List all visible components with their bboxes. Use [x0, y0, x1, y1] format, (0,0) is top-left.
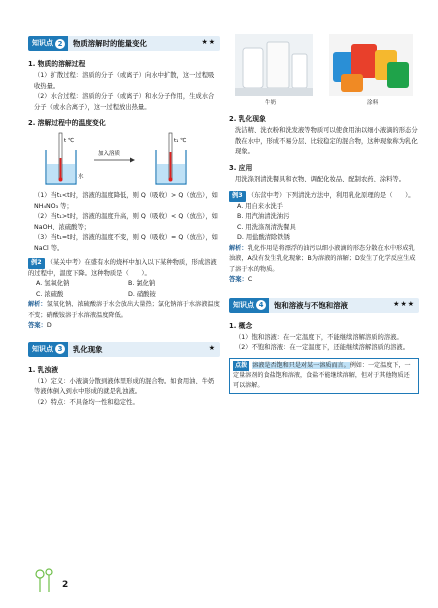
subheading: 2. 溶解过程中的温度变化 [28, 119, 106, 127]
right-column [229, 34, 419, 394]
section-title: 乳化现象 [73, 344, 103, 354]
paragraph: （2）当t₁>t时，溶液的温度升高，则 Q（吸收）< Q（放出），如 NaOH、浓硫酸等； [34, 213, 218, 231]
milk-icon [235, 34, 313, 96]
paragraph: （2）特点：不具备均一性和稳定性。 [34, 398, 139, 406]
example-3 [229, 191, 419, 202]
paragraph: 用洗涤剂清洗餐具和衣物、调配化妆品、配制农药、涂料等。 [235, 175, 406, 183]
star-icon: ★★★ [393, 299, 415, 308]
option: A. 氢氧化钠 [36, 280, 70, 287]
star-icon: ★ [208, 343, 216, 352]
section-header-k3 [28, 342, 220, 357]
milk-photo [235, 34, 313, 96]
option: D. 用盐酸清除铁锈 [237, 234, 290, 241]
caption-paint: 涂料 [367, 100, 379, 106]
example-2 [28, 258, 220, 279]
example-question: （东营中考）下列清洗方法中，利用乳化原理的是（ ）。 [247, 192, 415, 199]
thermo-label-2: t₁ ℃ [174, 138, 187, 144]
page-number: 2 [62, 580, 69, 590]
subheading: 1. 乳浊液 [28, 365, 59, 374]
subheading: 3. 应用 [229, 163, 253, 172]
option: C. 浓硫酸 [36, 290, 64, 298]
add-solute-label: 加入溶质 [98, 151, 121, 157]
section-title: 物质溶解时的能量变化 [73, 39, 147, 48]
paragraph: （1）定义：小液滴分散到液体里形成的混合物。如食用油、牛奶等液体倒入到水中形成的就是乳浊液。 [34, 377, 215, 395]
answer: 答案：C [229, 276, 253, 283]
paragraph: （1）扩散过程：溶质的分子（或离子）向水中扩散，这一过程吸收热量。 [34, 72, 215, 90]
option: A. 用自来水洗手 [237, 202, 283, 210]
option: D. 硝酸铵 [128, 290, 156, 298]
subheading: 2. 乳化现象 [229, 115, 266, 123]
tip-label: 点拨 [235, 361, 248, 369]
paragraph: 洗洁精、洗衣粉和洗发液等物质可以使食用油以细小液滴的形态分散在水中，形成不易分层、比较稳定的混合物，这种现象称为乳化现象。 [235, 127, 418, 155]
section-header-k4 [229, 298, 419, 313]
subheading: 1. 物质的溶解过程 [28, 60, 86, 68]
example-label: 例2 [28, 258, 45, 269]
option: B. 用汽油清洗油污 [237, 213, 290, 220]
paragraph: （1）当t₁<t时，溶液的温度降低，则 Q（吸收）> Q（放出），如 NH₄NO₃ 等； [34, 192, 218, 210]
options [28, 279, 220, 300]
example-question: （某关中考）在盛有水的烧杯中加入以下某种物质，形成溶液的过程中，温度下降。这种物质是（ ）。 [28, 259, 217, 277]
leaf-decoration-icon [34, 568, 60, 594]
paragraph: （2）不饱和溶液：在一定温度下，还能继续溶解溶质的溶液。 [235, 344, 410, 351]
tip-text: 例如：一定温度下，一定量溶剂的食盐饱和溶液，食盐不能继续溶解，但对于其他物质还可以溶解。 [233, 361, 411, 389]
option: C. 用洗涤剂清洗餐具 [237, 223, 296, 231]
knowledge-tag: 知识点 2 [28, 36, 68, 51]
beaker-diagram [28, 130, 220, 188]
knowledge-tag: 知识点 4 [229, 298, 269, 313]
paragraph: （3）当t₁=t时，溶液的温度不变，则 Q（吸收）= Q（放出），如 NaCl 等。 [34, 234, 218, 252]
paragraph: （1）饱和溶液：在一定温度下，不能继续溶解溶质的溶液。 [235, 333, 403, 341]
tip-highlight: 溶液是否饱和只是对某一溶质而言。 [252, 361, 350, 369]
tip-box [229, 358, 419, 394]
options [229, 202, 419, 244]
example-label: 例3 [229, 191, 246, 202]
option: B. 氯化钠 [128, 280, 156, 287]
analysis: 解析：氢氧化钠、浓硫酸溶于水会放出大量热；氯化钠溶于水溶液温度不变；硝酸铵溶于水溶液温度降低。 [28, 301, 220, 319]
thermo-label: t ℃ [64, 138, 75, 144]
paint-bucket-icon [329, 34, 413, 96]
star-icon: ★★ [201, 38, 216, 46]
water-label: 水 [78, 174, 84, 180]
section-header-k2 [28, 36, 220, 51]
left-column [28, 36, 220, 408]
paragraph: （2）水合过程：溶质的分子（或离子）和水分子作用，生成水合分子（或水合离子），这一过程放出热量。 [34, 93, 215, 111]
paint-photo [329, 34, 413, 96]
knowledge-tag: 知识点 3 [28, 342, 68, 357]
subheading: 1. 概念 [229, 321, 253, 330]
section-title: 饱和溶液与不饱和溶液 [274, 300, 348, 310]
photos [229, 34, 419, 109]
answer: 答案：D [28, 322, 52, 329]
beaker-illustration [28, 130, 220, 188]
analysis: 解析：乳化作用是将漂浮的油污以细小液滴的形态分散在水中形成乳浊液，A没有发生乳化现象；B为溶液的溶解；D发生了化学反应生成了溶于水的物质。 [229, 244, 416, 273]
caption-milk: 牛奶 [265, 100, 277, 106]
